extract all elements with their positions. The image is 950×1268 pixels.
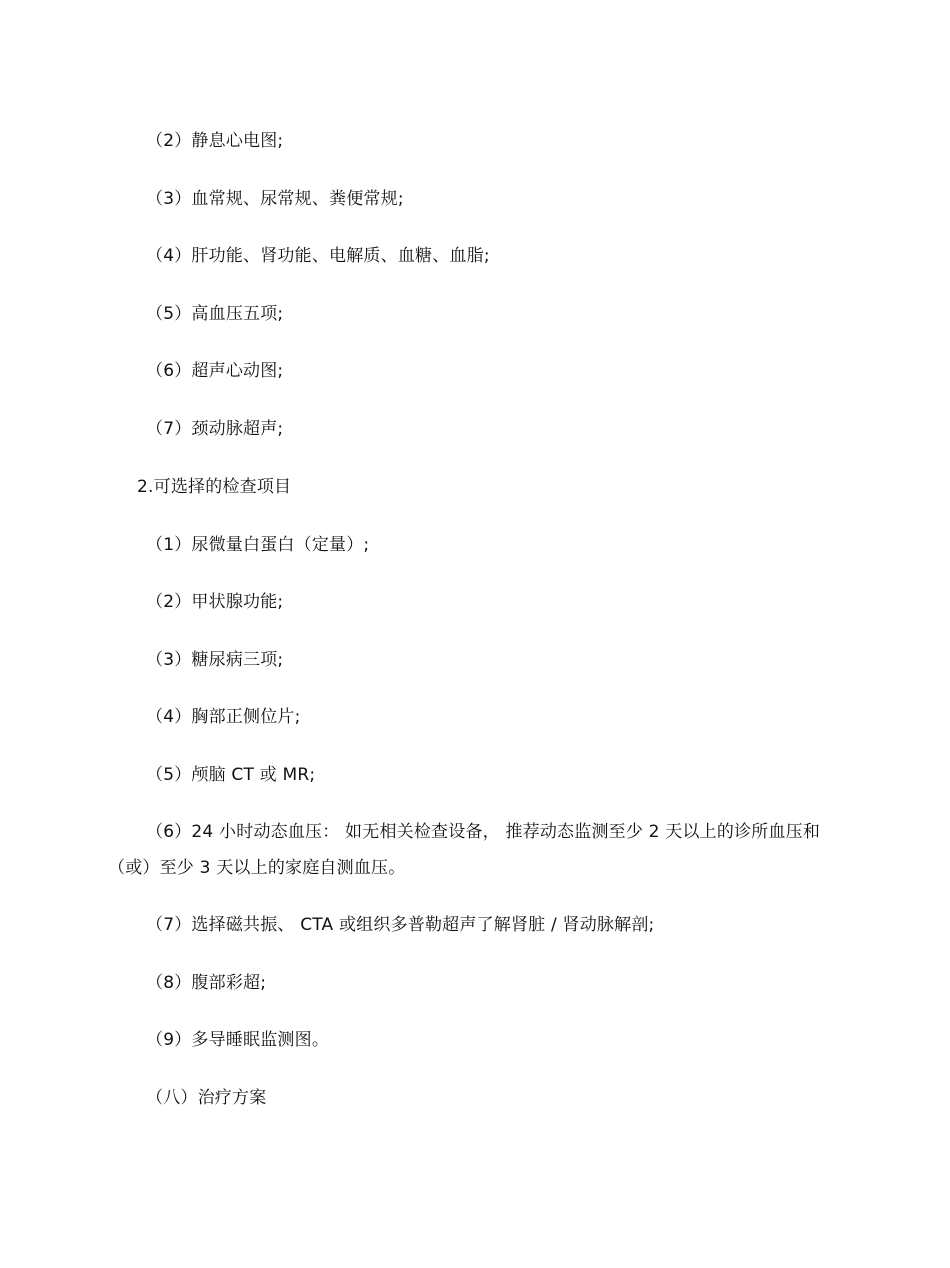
section-heading-optional-tests: 2.可选择的检查项目 xyxy=(137,477,292,497)
list-item-thyroid-function: （2）甲状腺功能; xyxy=(146,592,284,612)
list-item-echocardiography: （6）超声心动图; xyxy=(146,361,284,381)
list-item-urine-microalbumin: （1）尿微量白蛋白（定量）; xyxy=(146,535,370,555)
section-heading-treatment-plan: （八）治疗方案 xyxy=(146,1088,267,1108)
list-item-biochemistry: （4）肝功能、肾功能、电解质、血糖、血脂; xyxy=(146,246,490,266)
list-item-carotid-ultrasound: （7）颈动脉超声; xyxy=(146,419,284,439)
list-item-routine-tests: （3）血常规、尿常规、粪便常规; xyxy=(146,189,404,209)
list-item-diabetes-panel: （3）糖尿病三项; xyxy=(146,650,284,670)
list-item-hypertension-panel: （5）高血压五项; xyxy=(146,304,284,324)
list-item-renal-imaging: （7）选择磁共振、 CTA 或组织多普勒超声了解肾脏 / 肾动脉解剖; xyxy=(146,915,655,935)
list-item-abdominal-ultrasound: （8）腹部彩超; xyxy=(146,973,267,993)
list-item-brain-ct-mr: （5）颅脑 CT 或 MR; xyxy=(146,765,316,785)
list-item-ambulatory-bp-continued: （或）至少 3 天以上的家庭自测血压。 xyxy=(108,858,406,878)
list-item-ambulatory-bp: （6）24 小时动态血压： 如无相关检查设备， 推荐动态监测至少 2 天以上的诊所血压和 xyxy=(146,822,821,842)
list-item-chest-xray: （4）胸部正侧位片; xyxy=(146,707,301,727)
list-item-polysomnography: （9）多导睡眠监测图。 xyxy=(146,1030,330,1050)
list-item-resting-ecg: （2）静息心电图; xyxy=(146,131,284,151)
